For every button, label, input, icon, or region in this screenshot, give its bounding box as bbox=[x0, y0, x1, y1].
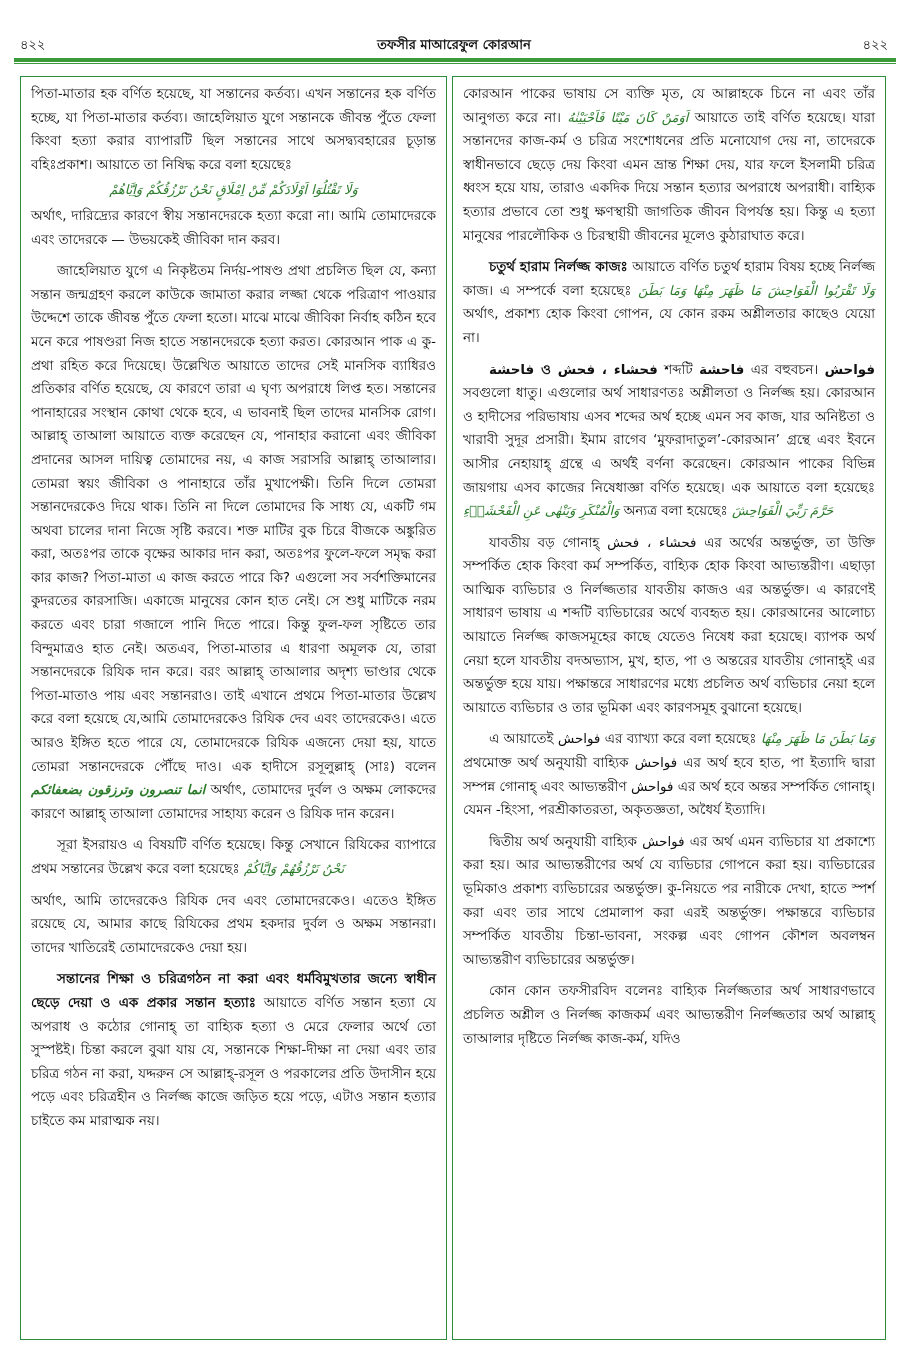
running-title: তফসীর মাআরেফুল কোরআন bbox=[377, 38, 531, 53]
page-number-left: ৪২২ bbox=[20, 38, 46, 53]
arabic-verse-2: نَحْنُ نَرْزُقُهُمْ وَاِيَّاكُمْ bbox=[243, 862, 345, 877]
arabic-verse-7: حَرَّمَ رَبِّيَ الْفَوَاحِشَ bbox=[731, 504, 834, 520]
left-column bbox=[20, 76, 447, 1340]
right-column bbox=[452, 76, 886, 1340]
right-paragraph-7: কোন কোন তফসীরবিদ বলেনঃ বাহ্যিক নির্লজ্জতার অর্থ সাধারণভাবে প্রচলিত অশ্লীল ও নির্লজ্জ কাজকর্ম এবং আভ্যন্তরীণ নির্লজ্জতার অর্থ আল্লাহ্ তাআলার দৃষ্টিতে নির্লজ্জ কাজ-কর্ম, যদিও bbox=[463, 984, 875, 1047]
page-number-right: ৪২২ bbox=[862, 38, 888, 53]
right-paragraph-2: চতুর্থ হারাম নির্লজ্জ কাজঃ আয়াতে বর্ণিত চতুর্থ হারাম বিষয় হচ্ছে নির্লজ্জ কাজ। এ সম্পর্কে বলা হয়েছেঃ وَلَا تَقْرَبُوا الْفَوَاحِشَ مَا ظَهَرَ مِنْهَا وَمَا بَطَنَ অর্থাৎ, প্রকাশ্য হোক কিংবা গোপন, যে কোন রকম অশ্লীলতার কাছেও যেয়ো না। bbox=[463, 260, 875, 346]
right-paragraph-4: যাবতীয় বড় গোনাহ্ فحشاء ، فحش এর অর্থের অন্তর্ভুক্ত, তা উক্তি সম্পর্কিত হোক কিংবা কর্ম সম্পর্কিত, বাহ্যিক হোক কিংবা আভ্যন্তরীণ। এছাড়া আত্মিক ব্যভিচার ও নির্লজ্জতার যাবতীয় কাজও এর অন্তর্ভুক্ত। এ কারণেই সাধারণ ভাষায় এ শব্দটি ব্যভিচারের অর্থে ব্যবহৃত হয়। কোরআনের আলোচ্য আয়াতে নির্লজ্জ কাজসমূহের কাছে যেতেও নিষেধ করা হয়েছে। ব্যাপক অর্থ নেয়া হলে যাবতীয় বদঅভ্যাস, মুখ, হাত, পা ও অন্তরের যাবতীয় গোনাহ্ই এর অন্তর্ভুক্ত হয়ে যায়। পক্ষান্তরে সাধারণের মধ্যে প্রচলিত অর্থ ব্যভিচার নেয়া হলে আয়াতে ব্যভিচার ও তার ভূমিকা এবং কারণসমূহ বুঝানো হয়েছে। bbox=[463, 535, 875, 716]
arabic-verse-8: مَا ظَهَرَ مِنْهَا bbox=[760, 732, 825, 748]
term-heading: فاحشة ও فحشاء ، فحش bbox=[489, 362, 658, 378]
header-rule-thin bbox=[14, 63, 896, 64]
section-heading-fourth-haram: চতুর্থ হারাম নির্লজ্জ কাজঃ bbox=[489, 260, 628, 276]
term-fahisha: فاحشة bbox=[699, 362, 745, 378]
arabic-verse-1: وَلَا تَقْتُلُوٓا اَوْلَادَكُمْ مِّنْ اِمْلَاقٍ نَحْنُ نَرْزُقُكُمْ وَاِيَّاهُمْ bbox=[109, 183, 358, 199]
left-paragraph-2: জাহেলিয়াত যুগে এ নিকৃষ্টতম নির্দয়-পাষণ্ড প্রথা প্রচলিত ছিল যে, কন্যা সন্তান জন্মগ্রহণ করলে কাউকে জামাতা করার লজ্জা থেকে পরিত্রাণ পাওয়ার উদ্দেশে তাকে জীবন্ত পুঁতে ফেলা হতো। মাঝে মাঝে জীবিকা নির্বাহ কঠিন হবে মনে করে পাষণ্ডরা নিজ হাতে সন্তানদেরকে হত্যা করত। কোরআন পাক এ কু-প্রথা রহিত করে দিয়েছে। উল্লেখিত আয়াতে তাদের সেই মানসিক ব্যাধিরও প্রতিকার বর্ণিত হয়েছে, যে কারণে তারা এ ঘৃণ্য অপরাধে লিপ্ত হত। সন্তানের পানাহারের সংস্থান কোথা থেকে হবে, এ ভাবনাই ছিল তাদের মানসিক রোগ। আল্লাহ্ তাআলা আয়াতে ব্যক্ত করেছেন যে, পানাহার করানো এবং জীবিকা প্রদানের আসল দায়িত্ব তোমাদের নয়, এ কাজ সরাসরি আল্লাহ্ তাআলার। তোমরা স্বয়ং জীবিকা ও পানাহারে তাঁর মুখাপেক্ষী। তিনি দিলে তোমরা সন্তানদেরকেও দিয়ে থাক। তিনি না দিলে তোমাদের কি সাধ্য যে, একটি গম অথবা চালের দানা নিজে সৃষ্টি করবে। শক্ত মাটির বুক চিরে বীজকে অঙ্কুরিত করা, অতঃপর তাকে বৃক্ষের আকার দান করা, অতঃপর ফুলে-ফলে সমৃদ্ধ করা কার কাজ? পিতা-মাতা এ কাজ করতে পারে কি? এগুলো সব সর্বশক্তিমানের কুদরতের কারসাজি। একাজে মানুষের কোন হাত নেই। সে শুধু মাটিকে নরম করতে এবং চারা গজালে পানি দিতে পারে। কিন্তু ফুল-ফল সৃষ্টিতে তার বিন্দুমাত্রও হাত নেই। অতএব, পিতা-মাতার এ ধারণা অমূলক যে, তারা সন্তানদেরকে রিযিক দান করে। বরং আল্লাহ্ তাআলার অদৃশ্য ভাণ্ডার থেকে পিতা-মাতাও পায় এবং সন্তানরাও। তাই এখানে প্রথমে পিতা-মাতার উল্লেখ করে বলা হয়েছে যে,আমি তোমাদেরকেও রিযিক দেব এবং তাদেরকেও। এতে আরও ইঙ্গিত হতে পারে যে, তোমাদেরকে রিযিক এজন্যে দেয়া হয়, যাতে তোমরা সন্তানদেরকে পৌঁছে দাও। এক হাদীসে রসূলুল্লাহ্ (সাঃ) বলেন انما تنصرون وترزقون بضعفائكم অর্থাৎ, তোমাদের দুর্বল ও অক্ষম লোকদের কারণে আল্লাহ্ তাআলা তোমাদের সাহায্য করেন ও রিযিক দান করেন। bbox=[31, 264, 436, 822]
arabic-verse-4: وَلَا تَقْرَبُوا الْفَوَاحِشَ مَا ظَهَرَ مِنْهَا وَمَا بَطَنَ bbox=[638, 283, 875, 299]
left-paragraph-3: সূরা ইসরায়ও এ বিষয়টি বর্ণিত হয়েছে। কিন্তু সেখানে রিযিকের ব্যাপারে প্রথম সন্তানের উল্লেখ করে বলা হয়েছেঃ نَحْنُ نَرْزُقُهُمْ وَاِيَّاكُمْ bbox=[31, 838, 436, 877]
arabic-verse-3: اَوَمَنْ كَانَ مَيْتًا فَاَحْيَيْنٰهُ bbox=[567, 110, 689, 126]
hadith-arabic: انما تنصرون وترزقون بضعفائكم bbox=[31, 783, 206, 799]
right-paragraph-3: فاحشة ও فحشاء ، فحش শব্দটি فاحشة এর বহুবচন। فواحش সবগুলো ধাতু। এগুলোর অর্থ সাধারণতঃ অশ্লীলতা ও নির্লজ্জ হয়। কোরআন ও হাদীসের পরিভাষায় এসব শব্দের অর্থ হচ্ছে এমন সব কাজ, যার অনিষ্টতা ও খারাবী সুদূর প্রসারী। ইমাম রাগেব ‘মুফরাদাতুল’-কোরআন’ গ্রন্থে এবং ইবনে আসীর নেহায়াহ্ গ্রন্থে এ অর্থই বর্ণনা করেছেন। কোরআন পাকের বিভিন্ন জায়গায় এসব কাজের নিষেধাজ্ঞা বর্ণিত হয়েছে। এক আয়াতে বলা হয়েছেঃ وَيَنْهٰى عَنِ الْفَحْشَاۤءِ وَالْمُنْكَرِ অন্যত্র বলা হয়েছেঃ حَرَّمَ رَبِّيَ الْفَوَاحِشَ bbox=[463, 362, 875, 520]
term-fawahish: فواحش bbox=[824, 362, 875, 378]
left-paragraph-1: পিতা-মাতার হক বর্ণিত হয়েছে, যা সন্তানের কর্তব্য। এখন সন্তানের হক বর্ণিত হচ্ছে, যা পিতা-মাতার কর্তব্য। জাহেলিয়াত যুগে সন্তানকে জীবন্ত পুঁতে ফেলা কিংবা হত্যা করার ব্যাপারটি ছিল সন্তানের সাথে অসদ্ব্যবহারের চূড়ান্ত বহিঃপ্রকাশ। আয়াতে তা নিষিদ্ধ করে বলা হয়েছেঃ وَلَا تَقْتُلُوٓا اَوْلَادَكُمْ مِّنْ اِمْلَاقٍ نَحْنُ نَرْزُقُكُمْ وَاِيَّاهُمْ অর্থাৎ, দারিদ্র্যের কারণে স্বীয় সন্তানদেরকে হত্যা করো না। আমি তোমাদেরকে এবং তাদেরকে — উভয়কেই জীবিকা দান করব। bbox=[31, 87, 436, 248]
right-paragraph-6: দ্বিতীয় অর্থ অনুযায়ী বাহ্যিক فواحش এর অর্থ এমন ব্যভিচার যা প্রকাশ্যে করা হয়। আর আভ্যন্তরীণের অর্থ যে ব্যভিচার গোপনে করা হয়। ব্যভিচারের ভূমিকাও প্রকাশ্য ব্যভিচারের অন্তর্ভুক্ত। কু-নিয়তে পর নারীকে দেখা, হাতে স্পর্শ করা এবং তার সাথে প্রেমালাপ করা এরই অন্তর্ভুক্ত। পক্ষান্তরে ব্যভিচার সম্পর্কিত যাবতীয় চিন্তা-ভাবনা, সংকল্প এবং গোপন কৌশল অবলম্বন আভ্যন্তরীণ ব্যভিচারের অন্তর্ভুক্ত। bbox=[463, 834, 875, 968]
page-header bbox=[14, 36, 894, 56]
section-heading-child-upbringing: সন্তানের শিক্ষা ও চরিত্রগঠন না করা এবং ধর্মবিমুখতার জন্যে স্বাধীন ছেড়ে দেয়া ও এক প্রকার সন্তান হত্যাঃ bbox=[31, 972, 436, 1011]
arabic-verse-5: وَيَنْهٰى عَنِ الْفَحْشَاۤءِ bbox=[463, 504, 576, 520]
arabic-verse-9: وَمَا بَطَنَ bbox=[829, 732, 875, 748]
header-rule bbox=[14, 58, 896, 62]
right-paragraph-1: কোরআন পাকের ভাষায় সে ব্যক্তি মৃত, যে আল্লাহকে চিনে না এবং তাঁর আনুগত্য করে না। اَوَمَنْ كَانَ مَيْتًا فَاَحْيَيْنٰهُ আয়াতে তাই বর্ণিত হয়েছে। যারা সন্তানদের কাজ-কর্ম ও চরিত্র সংশোধনের প্রতি মনোযোগ দেয় না, তাদেরকে স্বাধীনভাবে ছেড়ে দেয় কিংবা এমন ভ্রান্ত শিক্ষা দেয়, যার ফলে ইসলামী চরিত্র ধ্বংস হয়ে যায়, তারাও একদিক দিয়ে সন্তান হত্যার অপরাধে অপরাধী। বাহ্যিক হত্যার প্রভাবে তো শুধু ক্ষণস্থায়ী জাগতিক জীবন বিপর্যস্ত হয়। কিন্তু এ হত্যা মানুষের পারলৌকিক ও চিরস্থায়ী জীবনের মূলেও কুঠারাঘাত করে। bbox=[463, 87, 876, 244]
left-paragraph-3b: অর্থাৎ, আমি তাদেরকেও রিযিক দেব এবং তোমাদেরকেও। এতেও ইঙ্গিত রয়েছে যে, আমার কাছে রিযিকের প্রথম হকদার দুর্বল ও অক্ষম সন্তানরা। তাদের খাতিরেই তোমাদেরকেও দেয়া হয়। bbox=[31, 893, 436, 956]
left-paragraph-4: সন্তানের শিক্ষা ও চরিত্রগঠন না করা এবং ধর্মবিমুখতার জন্যে স্বাধীন ছেড়ে দেয়া ও এক প্রকার সন্তান হত্যাঃ আয়াতে বর্ণিত সন্তান হত্যা যে অপরাধ ও কঠোর গোনাহ্ তা বাহ্যিক হত্যা ও মেরে ফেলার অর্থে তো সুস্পষ্টই। চিন্তা করলে বুঝা যায় যে, সন্তানকে শিক্ষা-দীক্ষা না দেয়া এবং তার চরিত্র গঠন না করা, যদ্দরুন সে আল্লাহ্-রসূল ও পরকালের প্রতি উদাসীন হয়ে পড়ে এবং চরিত্রহীন ও নির্লজ্জ কাজে জড়িত হয়ে পড়ে, এটাও সন্তান হত্যার চাইতে কম মারাত্মক নয়। bbox=[31, 972, 436, 1129]
arabic-verse-6: وَالْمُنْكَرِ bbox=[579, 504, 620, 520]
right-paragraph-5: এ আয়াতেই فواحش এর ব্যাখ্যা করে বলা হয়েছেঃ مَا ظَهَرَ مِنْهَا وَمَا بَطَنَ প্রথমোক্ত অর্থ অনুযায়ী বাহ্যিক فواحش এর অর্থ হবে হাত, পা ইত্যাদি দ্বারা সম্পন্ন গোনাহ্ এবং আভ্যন্তরীণ فواحش এর অর্থ হবে অন্তর সম্পর্কিত গোনাহ্। যেমন -হিংসা, পরশ্রীকাতরতা, অকৃতজ্ঞতা, অধৈর্য ইত্যাদি। bbox=[463, 732, 876, 819]
